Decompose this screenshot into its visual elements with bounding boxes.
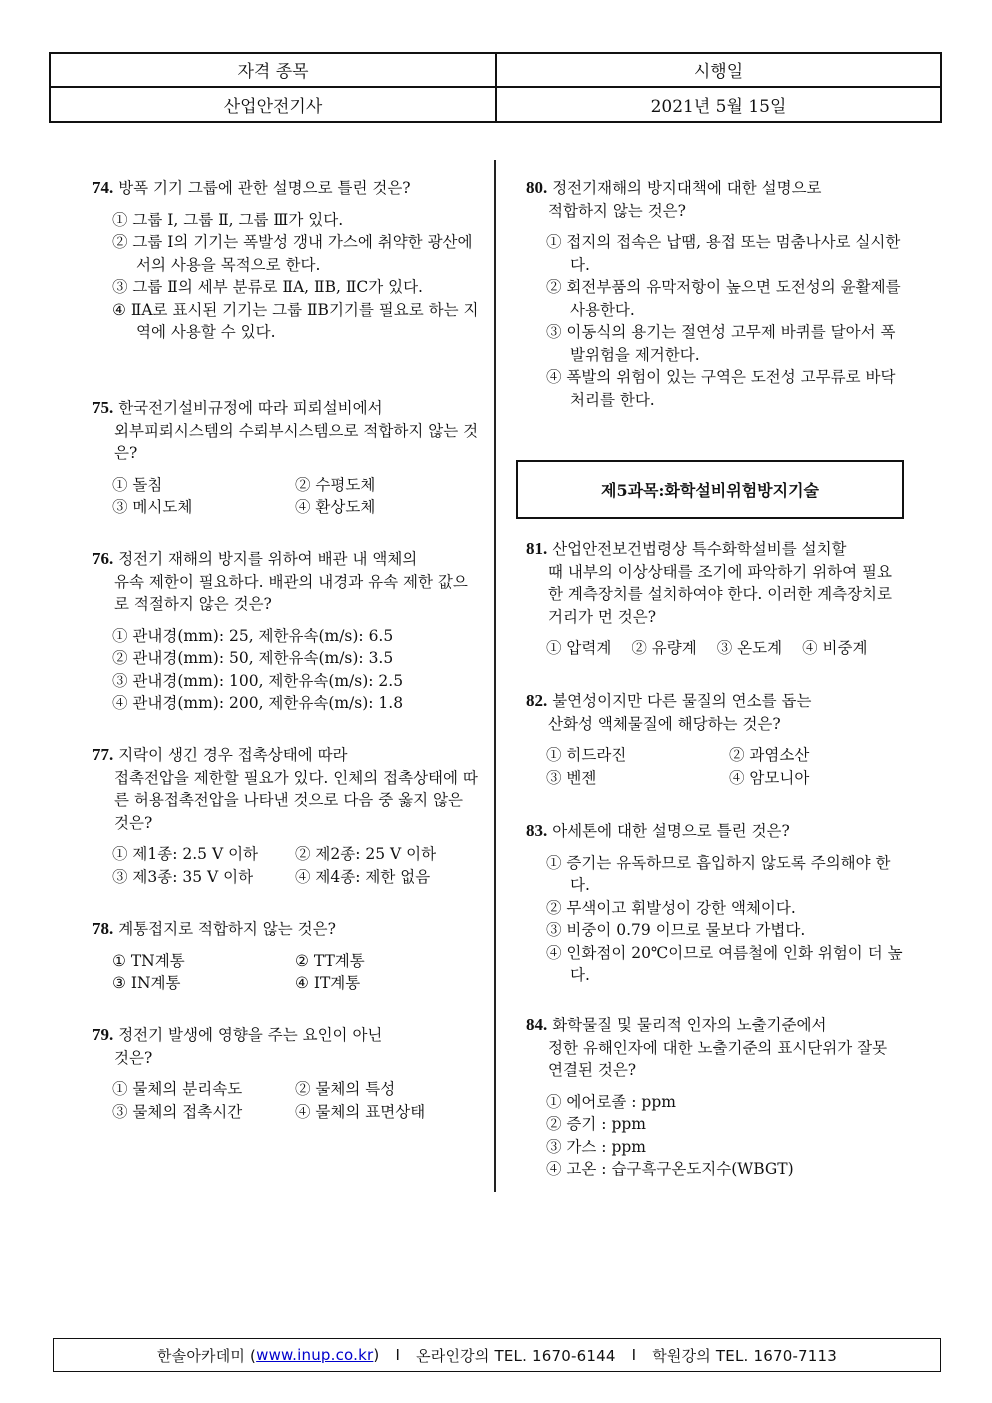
question-83-text (526, 820, 906, 843)
question-75-options (92, 474, 482, 519)
question-stem-cont: 유속 제한이 필요하다. 배관의 내경과 유속 제한 값으로 적절하지 않은 것은? (114, 572, 468, 613)
option-2: ② TT계통 (295, 951, 365, 970)
question-number: 79. (92, 1025, 114, 1044)
header-subject: 산업안전기사 (51, 88, 497, 122)
option-2: ② 관내경(mm): 50, 제한유속(m/s): 3.5 (112, 649, 394, 667)
option-1: ① 그룹 Ⅰ, 그룹 Ⅱ, 그룹 Ⅲ가 있다. (112, 210, 344, 229)
option-3: ③ 비중이 0.79 이므로 물보다 가볍다. (546, 921, 806, 939)
option-3: ③ 제3종: 35 V 이하 (112, 867, 254, 886)
question-78 (92, 918, 482, 995)
question-stem: 정전기 발생에 영향을 주는 요인이 아닌 (118, 1026, 383, 1044)
option-1: ① 압력계 (546, 639, 612, 657)
header-row-labels (51, 54, 940, 88)
footer-bar (53, 1338, 941, 1372)
question-stem-cont: 때 내부의 이상상태를 조기에 파악하기 위하여 필요한 계측장치를 설치하여야 한다. 이러한 계측장치로 거리가 먼 것은? (548, 562, 892, 626)
question-stem-cont: 정한 유해인자에 대한 노출기준의 표시단위가 잘못 연결된 것은? (548, 1038, 888, 1079)
question-number: 75. (92, 398, 114, 417)
question-79-options (92, 1078, 482, 1123)
option-1: ① 관내경(mm): 25, 제한유속(m/s): 6.5 (112, 626, 394, 645)
option-3: ③ 그룹 Ⅱ의 세부 분류로 ⅡA, ⅡB, ⅡC가 있다. (112, 278, 423, 296)
option-4: ④ 폭발의 위험이 있는 구역은 도전성 고무류로 바닥 처리를 한다. (546, 368, 896, 409)
footer-online-phone: 온라인강의 TEL. 1670-6144 (416, 1346, 616, 1365)
question-84-options (526, 1091, 906, 1181)
question-81-options (526, 637, 906, 660)
footer-paren-close: ) (373, 1346, 380, 1364)
question-stem-cont: 접촉전압을 제한할 필요가 있다. 인체의 접촉상태에 따른 허용접촉전압을 나타낸 것으로 다음 중 옳지 않은 것은? (114, 768, 478, 832)
question-83-options (526, 852, 906, 987)
option-4: ④ ⅡA로 표시된 기기는 그룹 ⅡB기기를 필요로 하는 지역에 사용할 수 있다. (112, 300, 479, 341)
question-stem-cont: 산화성 액체물질에 해당하는 것은? (548, 714, 781, 733)
option-2: ② 물체의 특성 (295, 1080, 396, 1098)
question-83 (526, 820, 906, 987)
question-stem: 아세톤에 대한 설명으로 틀린 것은? (552, 822, 790, 840)
question-80-text (526, 177, 906, 222)
question-75-text (92, 397, 482, 465)
question-stem-cont: 적합하지 않는 것은? (548, 201, 686, 220)
option-3: ③ 관내경(mm): 100, 제한유속(m/s): 2.5 (112, 671, 404, 690)
column-divider (494, 160, 496, 1192)
question-stem: 계통접지로 적합하지 않는 것은? (118, 920, 336, 938)
question-82-text (526, 690, 906, 735)
question-79-text (92, 1024, 482, 1069)
option-1: ① 돌침 (112, 475, 163, 494)
option-2: ② 유량계 (631, 639, 697, 657)
question-74-options (92, 209, 482, 344)
question-80-options (526, 231, 906, 411)
option-4: ④ 물체의 표면상태 (295, 1102, 426, 1121)
question-stem: 정전기 재해의 방지를 위하여 배관 내 액체의 (118, 550, 418, 568)
question-84 (526, 1014, 906, 1181)
question-stem-cont: 것은? (114, 1048, 153, 1067)
option-4: ④ 환상도체 (295, 498, 376, 516)
question-number: 82. (526, 691, 548, 710)
question-77-text (92, 744, 482, 834)
option-1: ① 물체의 분리속도 (112, 1080, 243, 1098)
option-2: ② 제2종: 25 V 이하 (295, 845, 437, 863)
question-stem: 한국전기설비규정에 따라 피뢰설비에서 (118, 399, 383, 417)
footer-offline-phone: 학원강의 TEL. 1670-7113 (652, 1346, 838, 1365)
footer-separator: I (395, 1346, 401, 1364)
question-80 (526, 177, 906, 411)
question-stem-cont: 외부피뢰시스템의 수뢰부시스템으로 적합하지 않는 것은? (114, 421, 479, 462)
question-74-text (92, 177, 482, 200)
option-2: ② 무색이고 휘발성이 강한 액체이다. (546, 898, 796, 917)
question-number: 83. (526, 821, 548, 840)
question-77 (92, 744, 482, 888)
question-78-options (92, 950, 482, 995)
option-4: ④ 관내경(mm): 200, 제한유속(m/s): 1.8 (112, 694, 404, 712)
question-stem: 산업안전보건법령상 특수화학설비를 설치할 (552, 540, 847, 558)
footer-academy: 한솔아카데미 ( (156, 1346, 257, 1365)
option-3: ③ 이동식의 용기는 절연성 고무제 바퀴를 달아서 폭발위험을 제거한다. (546, 323, 896, 364)
question-stem: 방폭 기기 그룹에 관한 설명으로 틀린 것은? (118, 179, 411, 197)
question-78-text (92, 918, 482, 941)
option-2: ② 수평도체 (295, 475, 376, 494)
option-2: ② 과염소산 (729, 746, 810, 764)
question-79 (92, 1024, 482, 1123)
question-76-options (92, 625, 482, 715)
question-number: 81. (526, 539, 548, 558)
question-stem: 정전기재해의 방지대책에 대한 설명으로 (552, 179, 822, 197)
option-3: ③ 가스 : ppm (546, 1137, 646, 1156)
option-4: ④ 고온 : 습구흑구온도지수(WBGT) (546, 1160, 794, 1178)
question-84-text (526, 1014, 906, 1082)
question-stem: 화학물질 및 물리적 인자의 노출기준에서 (552, 1016, 827, 1034)
option-4: ④ 제4종: 제한 없음 (295, 867, 431, 886)
option-2: ② 회전부품의 유막저항이 높으면 도전성의 윤활제를 사용한다. (546, 278, 901, 319)
question-number: 84. (526, 1015, 548, 1034)
option-4: ④ 암모니아 (729, 768, 810, 787)
question-82 (526, 690, 906, 789)
footer-website-link[interactable]: www.inup.co.kr (256, 1346, 374, 1364)
option-1: ① 제1종: 2.5 V 이하 (112, 845, 259, 863)
question-stem: 지락이 생긴 경우 접촉상태에 따라 (118, 746, 348, 764)
option-3: ③ 물체의 접촉시간 (112, 1102, 243, 1121)
header-date: 2021년 5월 15일 (650, 96, 787, 117)
option-3: ③ 온도계 (716, 639, 783, 657)
option-3: ③ IN계통 (112, 974, 181, 992)
header-row-values (51, 88, 940, 122)
footer-separator: I (631, 1346, 637, 1364)
question-number: 76. (92, 549, 114, 568)
question-81 (526, 538, 906, 660)
option-1: ① 접지의 접속은 납땜, 용접 또는 멈춤나사로 실시한다. (546, 233, 901, 274)
header-label-date: 시행일 (693, 62, 744, 83)
question-75 (92, 397, 482, 519)
question-number: 78. (92, 919, 114, 938)
header-label-subject: 자격 종목 (51, 54, 497, 86)
option-4: ④ 비중계 (802, 639, 868, 657)
option-1: ① 히드라진 (546, 746, 627, 764)
question-stem: 불연성이지만 다른 물질의 연소를 돕는 (552, 692, 812, 710)
question-77-options (92, 843, 482, 888)
question-76 (92, 548, 482, 715)
option-1: ① 증기는 유독하므로 흡입하지 않도록 주의해야 한다. (546, 853, 891, 894)
question-74 (92, 177, 482, 344)
question-number: 77. (92, 745, 114, 764)
header-table (49, 52, 942, 123)
option-4: ④ 인화점이 20℃이므로 여름철에 인화 위험이 더 높다. (546, 943, 903, 984)
option-2: ② 그룹 Ⅰ의 기기는 폭발성 갱내 가스에 취약한 광산에서의 사용을 목적으로 한다. (112, 233, 473, 274)
question-number: 80. (526, 178, 548, 197)
option-1: ① 에어로졸 : ppm (546, 1092, 676, 1111)
option-4: ④ IT계통 (295, 974, 361, 992)
option-1: ① TN계통 (112, 951, 185, 970)
question-81-text (526, 538, 906, 628)
question-76-text (92, 548, 482, 616)
question-number: 74. (92, 178, 114, 197)
option-3: ③ 메시도체 (112, 498, 193, 516)
option-3: ③ 벤젠 (546, 768, 597, 787)
option-2: ② 증기 : ppm (546, 1115, 646, 1133)
section-5-title: 제5과목:화학설비위험방지기술 (516, 460, 904, 519)
question-82-options (526, 744, 906, 789)
